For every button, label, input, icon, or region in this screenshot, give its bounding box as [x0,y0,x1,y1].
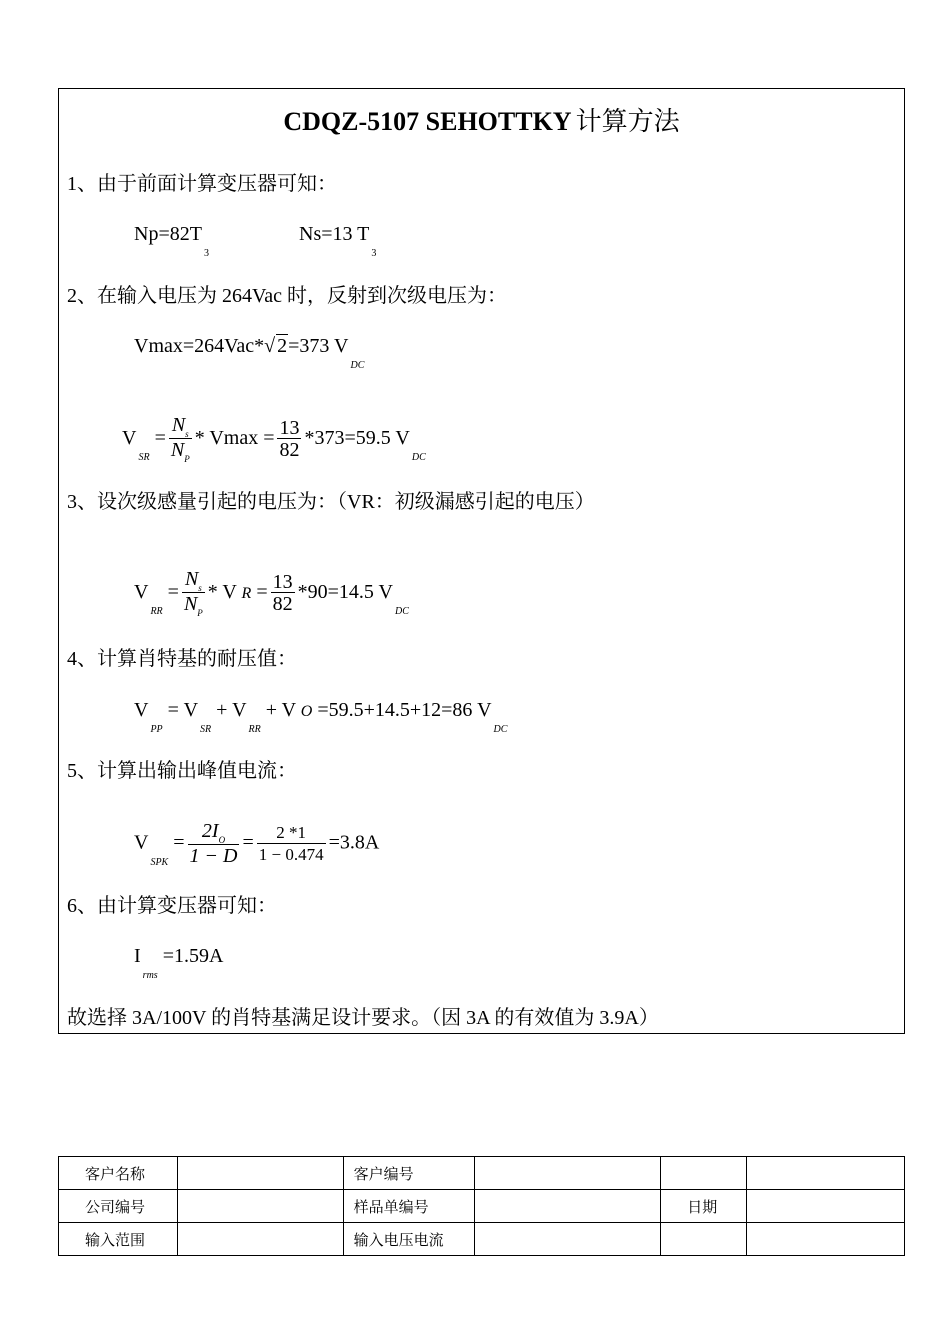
fraction-2io: $\frac{2I_O}{1 - D}$ [189,820,238,867]
customer-name-label: 客户名称 [59,1157,178,1190]
empty-cell [661,1223,747,1256]
fraction-13-82: $\frac{13}{82}$ [279,417,300,461]
customer-no-label: 客户编号 [343,1157,474,1190]
table-row [59,1157,905,1190]
empty-cell[interactable] [747,1157,905,1190]
sample-no-label: 样品单编号 [343,1190,474,1223]
step1-heading: 1、由于前面计算变压器可知： [67,173,337,195]
fraction-ns-np: $\frac{N_s}{N_P}$ [170,414,190,464]
date-cell[interactable] [747,1190,905,1223]
step4-heading: 4、计算肖特基的耐压值： [67,648,297,670]
step4-vpp-formula: $V_{PP} = V_{SR} + V_{RR} + V$ O =59.5+14.5+12=86 $V_{DC}$ [134,699,508,735]
fraction-2x1: $\frac{2 *1}{1 - 0.474}$ [258,822,324,864]
info-table [58,1156,905,1256]
step5-vspk-formula: $V_{SPK}$ = $\frac{2I_O}{1 - D}$ = $\frac{2 *1}{1 - 0.474}$ =3.8A [134,820,380,868]
fraction-ns-np: $\frac{N_s}{N_P}$ [183,568,203,618]
title-cn: 计算方法 [575,107,680,136]
input-vi-label: 输入电压电流 [343,1223,474,1256]
step6-heading: 6、由计算变压器可知： [67,895,277,917]
fraction-13-82: $\frac{13}{82}$ [272,571,293,615]
step2-heading: 2、在输入电压为 264Vac 时，反射到次级电压为： [67,285,507,307]
company-no-label: 公司编号 [59,1190,178,1223]
empty-cell[interactable] [747,1223,905,1256]
step1-ns: Ns=13 $T_3$ [299,223,377,259]
step3-heading: 3、设次级感量引起的电压为：（VR：初级漏感引起的电压） [67,491,595,513]
sqrt-symbol: √ 2 [264,335,288,357]
calculation-frame [58,88,905,1034]
conclusion-text: 故选择 3A/100V 的肖特基满足设计要求。（因 3A 的有效值为 3.9A） [67,1007,659,1029]
step6-irms: $I_{rms} =1.59A$ [134,945,224,981]
step5-heading: 5、计算出输出峰值电流： [67,760,297,782]
input-range-label: 输入范围 [59,1223,178,1256]
table-row [59,1223,905,1256]
customer-name-cell[interactable] [177,1157,343,1190]
step2-vsr-formula: $V_{SR}$ = $\frac{N_s}{N_P}$ * Vmax = $\frac{13}{82}$ *373=59.5 $V_{DC}$ [122,414,426,464]
empty-cell [661,1157,747,1190]
table-row [59,1190,905,1223]
date-label: 日期 [661,1190,747,1223]
input-vi-cell[interactable] [474,1223,661,1256]
step3-vrr-formula: $V_{RR}$ = $\frac{N_s}{N_P}$ * V R = $\frac{13}{82}$ *90=14.5 $V_{DC}$ [134,568,409,618]
company-no-cell[interactable] [177,1190,343,1223]
title-main: CDQZ-5107 SEHOTTKY [283,107,572,136]
sample-no-cell[interactable] [474,1190,661,1223]
input-range-cell[interactable] [177,1223,343,1256]
customer-no-cell[interactable] [474,1157,661,1190]
page-title [59,101,904,138]
step2-vmax: Vmax=264Vac*√ 2=373 $V_{DC}$ [134,335,365,371]
step1-np: $Np=82T_3$ [134,223,209,259]
